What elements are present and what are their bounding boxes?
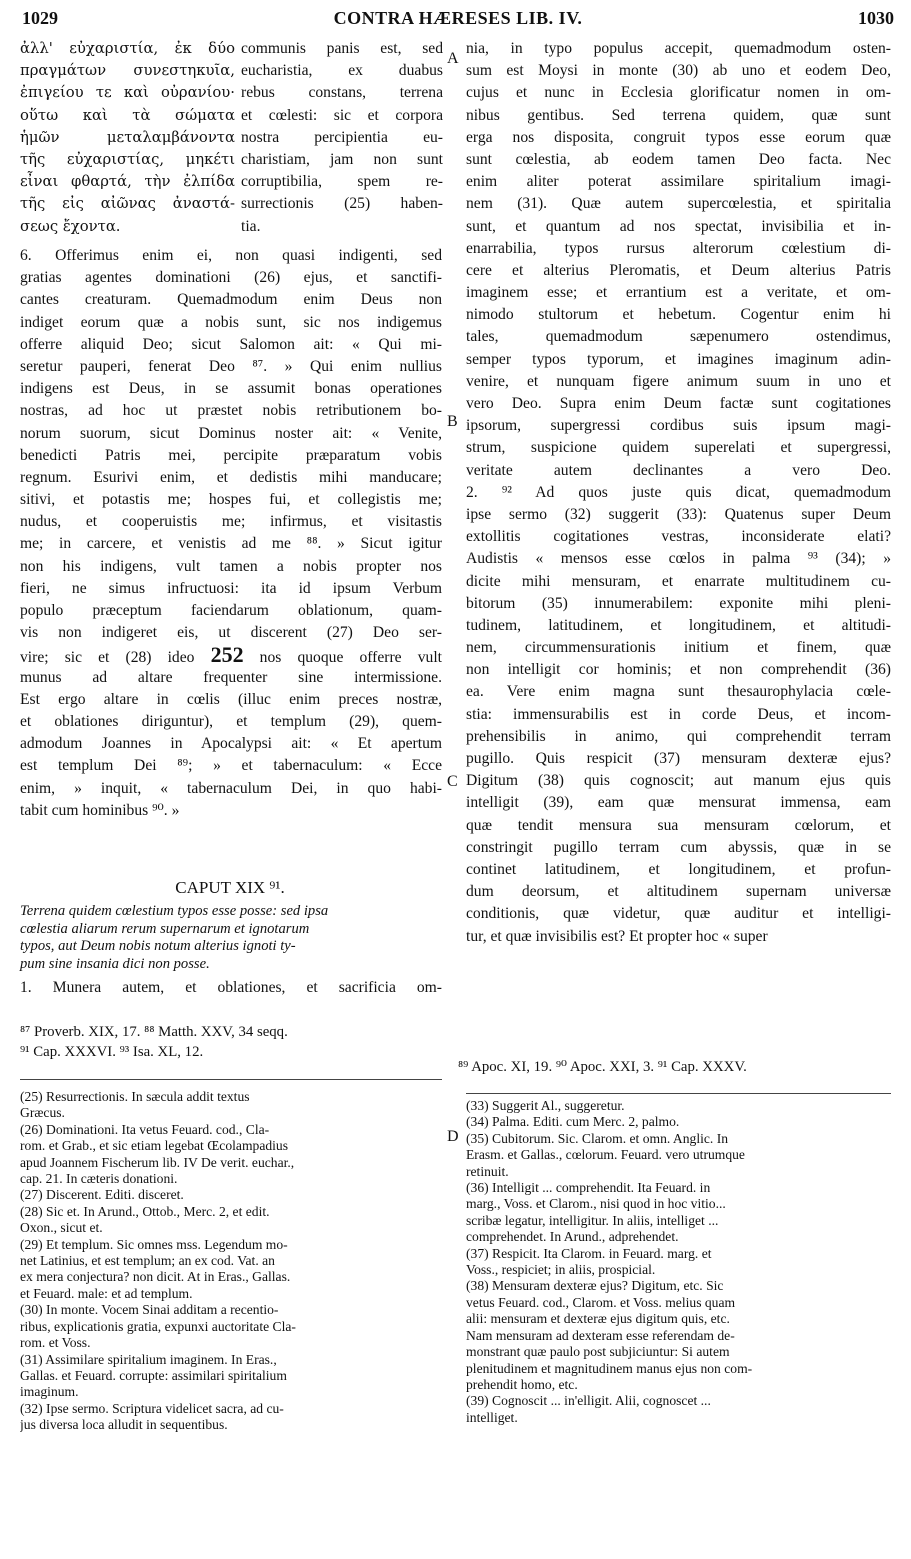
note-line: Erasm. et Gallas., cœlorum. Feuard. vero utrumque: [466, 1147, 745, 1163]
text-line: nem, circummensurationis initium et finem, quæ: [466, 639, 891, 657]
margin-letter-c: C: [447, 773, 458, 790]
latin-line: surrectionis (25) haben-: [241, 195, 443, 213]
note-line: rom. et Voss.: [20, 1335, 91, 1351]
footnote-ref-line: ⁸⁷ Proverb. XIX, 17. ⁸⁸ Matth. XXV, 34 seqq.: [20, 1024, 288, 1040]
text-line: tudinem, latitudinem, et longitudinem, et altitudi-: [466, 616, 891, 634]
latin-parallel-column: [241, 38, 443, 238]
left-main-text: [20, 245, 442, 822]
greek-line: ἡμῶν μεταλαμβάνοντα: [20, 128, 235, 146]
footnote-divider-right: [466, 1093, 891, 1094]
left-page-number: 1029: [22, 8, 58, 28]
note-line: jus diversa loca alludit in sequentibus.: [20, 1417, 228, 1433]
summary-line: cœlestia aliarum rerum supernarum et ignotarum: [20, 920, 310, 937]
note-line: (31) Assimilare spiritalium imaginem. In Eras.,: [20, 1351, 277, 1367]
text-line: dicite mihi mensuram, et enarrate multitudinem cu-: [466, 572, 891, 590]
text-line: ipsorum, supergressi cordibus suis ipsum magi-: [466, 417, 891, 435]
text-line: intelligit (39), eam quæ mensurat immensa, eam: [466, 794, 891, 812]
latin-line: corruptibilia, spem re-: [241, 173, 443, 191]
summary-line: typos, aut Deum nobis notum alterius ignoti ty-: [20, 938, 296, 954]
text-line: quæ tendit mensura sua mensuram cœlorum, et: [466, 816, 891, 834]
column-number: 252: [210, 644, 244, 667]
text-line: enim, » inquit, « tabernaculum Dei, in quo habi-: [20, 779, 442, 797]
greek-line: οὕτω καὶ τὰ σώματα: [20, 106, 235, 124]
footnote-refs-right: [458, 1057, 891, 1077]
right-main-text: [466, 38, 891, 948]
text-line: vero Deo. Supra enim Deum factæ sunt cogitationes: [466, 395, 891, 412]
latin-line: rebus constans, terrena: [241, 84, 443, 102]
note-line: (28) Sic et. In Arund., Ottob., Merc. 2, et edit.: [20, 1203, 270, 1219]
text-line: strum, suspicione quidem superelati et supergressi,: [466, 439, 891, 457]
text-line: continet latitudinem, et longitudinem, et profun-: [466, 860, 891, 878]
text-line: 2. ⁹² Ad quos juste quis dicat, quemadmodum: [466, 483, 891, 501]
note-line: (26) Dominationi. Ita vetus Feuard. cod., Cla-: [20, 1121, 270, 1137]
note-line: (30) In monte. Vocem Sinai additam a recentio-: [20, 1302, 279, 1318]
footnote-refs-left: [20, 1022, 442, 1062]
note-line: (37) Respicit. Ita Clarom. in Feuard. marg. et: [466, 1245, 712, 1261]
note-line: (27) Discerent. Editi. disceret.: [20, 1187, 184, 1203]
note-line: (36) Intelligit ... comprehendit. Ita Feuard. in: [466, 1180, 711, 1196]
greek-line: σεως ἔχοντα.: [20, 217, 121, 235]
text-line: regnum. Esurivi enim, et dedistis mihi manducare;: [20, 468, 442, 486]
text-line: Est ergo altare in cœlis (illuc enim preces nostræ,: [20, 690, 442, 708]
running-title: CONTRA HÆRESES LIB. IV.: [333, 8, 583, 28]
text-line: et oblationes diriguntur), et templum (29), quem-: [20, 712, 442, 730]
footnote-ref-line: ⁹¹ Cap. XXXVI. ⁹³ Isa. XL, 12.: [20, 1044, 204, 1060]
greek-text-column: [20, 38, 235, 238]
note-line: prehendit homo, etc.: [466, 1376, 578, 1392]
note-line: ex mera conjectura? non dicit. At in Eras., Gallas.: [20, 1269, 291, 1285]
margin-letter-a: A: [447, 50, 459, 67]
text-line: gratias agentes dominationi (26) ejus, et sanctifi-: [20, 269, 442, 287]
note-line: marg., Voss. et Clarom., nisi quod in hoc vitio...: [466, 1196, 726, 1212]
text-line: enim aliter poterat assimilare spiritalium imagi-: [466, 173, 891, 191]
text-line: seretur pauperi, fenerat Deo ⁸⁷. » Qui enim nullius: [20, 357, 442, 375]
latin-line: eucharistia, ex duabus: [241, 62, 443, 80]
right-page-number: 1030: [858, 8, 894, 28]
note-line: net Latinius, et est templum; an ex cod. Vat. an: [20, 1253, 275, 1269]
text-line: non his indigens, vult tamen a nobis propter nos: [20, 557, 442, 575]
text-line: nibus gentibus. Sed terrena quidem, quæ sunt: [466, 106, 891, 124]
chapter-heading: CAPUT XIX ⁹¹.: [175, 878, 285, 897]
text-line: sunt cœlestia, ab eodem tamen Deo facta. Nec: [466, 150, 891, 168]
text-line: erga nos disposita, congruit typos esse eorum quæ: [466, 128, 891, 146]
text-line: Digitum (38) quis cognoscit; aut manum ejus quis: [466, 772, 891, 790]
note-line: scribæ legatur, intelligitur. In aliis, intelliget ...: [466, 1212, 719, 1228]
running-header: [22, 8, 894, 32]
note-line: retinuit.: [466, 1163, 509, 1179]
note-line: (39) Cognoscit ... in'elligit. Alii, cognoscet ...: [466, 1393, 711, 1409]
text-line: stia: immensurabilis est in corde Deus, et incom-: [466, 705, 891, 723]
notes-left-column: [20, 1089, 442, 1434]
note-line: Voss., respiciet; in aliis, prospicial.: [466, 1262, 656, 1278]
text-line: nimodo stultorum et hebetum. Cogentur enim hi: [466, 306, 891, 324]
note-line: rom. et Grab., et sic etiam legebat Œcolampadius: [20, 1138, 289, 1154]
text-line: cere et alterius Pleromatis, et Deum alterius Patris: [466, 261, 891, 279]
text-line: admodum Joannes in Apocalypsi ait: « Et apertum: [20, 735, 442, 753]
greek-line: τῆς εἰς αἰῶνας ἀναστά-: [20, 195, 235, 213]
note-line: Nam mensuram ad dexteram esse referendam de-: [466, 1327, 735, 1343]
text-line: benedicti Patris mei, percipite præparatum vobis: [20, 446, 442, 464]
note-line: comprehendet. In Arund., adprehendet.: [466, 1229, 679, 1245]
text-line: nia, in typo populus accepit, quemadmodum osten-: [466, 40, 891, 57]
note-line: (35) Cubitorum. Sic. Clarom. et omn. Anglic. In: [466, 1130, 729, 1146]
text-line: est templum Dei ⁸⁹; » et tabernaculum: « Ecce: [20, 757, 442, 775]
note-line: cap. 21. In cæteris donationi.: [20, 1171, 178, 1187]
text-line: dum deorsum, et altitudinem supernam universæ: [466, 883, 891, 901]
text-line: bitorum (35) innumerabilem: exponite mihi pleni-: [466, 594, 891, 612]
text-line: cujus et nunc in Ecclesia glorificatur nomen in om-: [466, 84, 891, 102]
text-line: tabit cum hominibus ⁹⁰. »: [20, 801, 180, 819]
text-line: pugillo. Quis respicit (37) mensuram dexteræ ejus?: [466, 750, 891, 767]
text-line: 6. Offerimus enim ei, non quasi indigenti, sed: [20, 247, 442, 264]
note-line: alii: mensuram et dexteræ ejus digitum quis, etc.: [466, 1311, 730, 1327]
note-line: intelliget.: [466, 1409, 518, 1425]
note-line: (34) Palma. Editi. cum Merc. 2, palmo.: [466, 1114, 680, 1130]
chapter-first-line: [20, 977, 442, 999]
greek-line: ἐπιγείου τε καὶ οὐρανίου·: [20, 84, 235, 102]
latin-line: charistiam, jam non sunt: [241, 150, 443, 168]
text-line: fieri, ne simus infructuosi: ita id ipsum Verbum: [20, 579, 442, 597]
chapter-summary: [20, 903, 440, 973]
text-line: cantes creaturam. Quemadmodum enim Deus non: [20, 291, 442, 309]
text-line: venire, et nunquam figere animum suum in uno et: [466, 372, 891, 390]
text-line: munus ad altare frequenter sine intermissione.: [20, 668, 442, 686]
text-line: extollitis cogitationes vestras, inconsiderate elati?: [466, 528, 891, 546]
text-line: offerre aliquid Deo; sicut Salomon ait: « Qui mi-: [20, 335, 442, 353]
note-line: apud Joannem Fischerum lib. IV De verit. euchar.,: [20, 1154, 295, 1170]
text-line: indiget eorum quæ a nobis sunt, sic nos indigemus: [20, 313, 442, 331]
note-line: (29) Et templum. Sic omnes mss. Legendum mo-: [20, 1236, 288, 1252]
footnote-ref-line: ⁸⁹ Apoc. XI, 19. ⁹⁰ Apoc. XXI, 3. ⁹¹ Cap. XXXV.: [458, 1059, 747, 1075]
note-line: Gallas. et Feuard. corrupte: assimilari spiritalium: [20, 1367, 287, 1383]
text-line: nem (31). Quæ autem supercœlestia, et spiritalia: [466, 195, 891, 213]
text-line: sunt, et quantum ad nos spectat, invisibilia et in-: [466, 217, 891, 235]
greek-line: πραγμάτων συνεστηκυῖα,: [20, 62, 235, 80]
text-line: veritate autem declinantes a vero Deo.: [466, 461, 891, 479]
footnote-divider-left: [20, 1079, 442, 1080]
text-line: tales, quemadmodum sæpenumero ostendimus,: [466, 328, 891, 346]
text-line: prehensibilis in animo, qui comprehendit terram: [466, 727, 891, 745]
text-line: populo præceptum faciendarum oblationum, quam-: [20, 602, 442, 619]
text-line: semper typos typorum, et imagines imaginum adin-: [466, 350, 891, 368]
notes-right-column: [466, 1098, 891, 1426]
text-line: Audistis « mensos esse cœlos in palma ⁹³ (34); »: [466, 550, 891, 568]
summary-line: Terrena quidem cœlestium typos esse posse: sed ipsa: [20, 903, 329, 919]
text-line: ea. Vere enim magna sunt thesaurophylacia cœle-: [466, 683, 891, 701]
chapter-first-line-text: 1. Munera autem, et oblationes, et sacrificia om-: [20, 979, 442, 996]
note-line: imaginum.: [20, 1384, 79, 1400]
note-line: plenitudinem et magnitudinem manus ejus non com-: [466, 1360, 753, 1376]
note-line: et Feuard. male: et ad templum.: [20, 1285, 193, 1301]
margin-letter-b: B: [447, 413, 458, 430]
note-line: ribus, explicationis gratia, expunxi auctoritate Cla-: [20, 1318, 296, 1334]
text-line: enarrabilia, typos rursus alterorum cœlestium di-: [466, 239, 891, 257]
text-line: sum est Moysi in monte (30) ab uno et eodem Deo,: [466, 62, 891, 80]
text-line: tur, et quæ invisibilis est? Et propter hoc « super: [466, 927, 768, 945]
note-line: (33) Suggerit Al., suggeretur.: [466, 1098, 625, 1113]
text-line: ipse sermo (32) suggerit (33): Quatenus super Deum: [466, 505, 891, 523]
note-line: vetus Feuard. cod., Clarom. et Voss. melius quam: [466, 1294, 736, 1310]
note-line: Oxon., sicut et.: [20, 1220, 103, 1236]
note-line: (32) Ipse sermo. Scriptura videlicet sacra, ad cu-: [20, 1400, 284, 1416]
text-line: me; in carcere, et venistis ad me ⁸⁸. » Sicut igitur: [20, 535, 442, 553]
text-line: vis non indigeret eis, ut discerent (27) Deo ser-: [20, 624, 442, 642]
greek-line: ἀλλ' εὐχαριστία, ἐκ δύο: [20, 40, 235, 57]
latin-line: et cœlesti: sic et corpora: [241, 106, 443, 124]
note-line: monstrant quæ paulo post subjiciuntur: Si autem: [466, 1344, 730, 1360]
text-line: nostras, ad hoc ut præstet nobis retributionem bo-: [20, 402, 442, 420]
text-line: vire; sic et (28) ideo 252 nos quoque offerre vult: [20, 644, 442, 667]
text-line: indigens est Deus, in se assumit bonas operationes: [20, 380, 442, 398]
text-line: non intelligit cor hominis; et non comprehendit (36): [466, 661, 891, 679]
text-line: nudus, et cooperuistis me; infirmus, et visitastis: [20, 513, 442, 531]
note-line: (38) Mensuram dexteræ ejus? Digitum, etc. Sic: [466, 1278, 724, 1294]
text-line: conditionis, quæ videtur, quæ auditur et intelligi-: [466, 905, 891, 923]
margin-letter-d: D: [447, 1128, 459, 1145]
greek-line: εἶναι φθαρτά, τὴν ἐλπίδα: [20, 173, 235, 191]
text-line: imaginem esse; et errantium est a veritate, et om-: [466, 284, 891, 302]
latin-line: nostra percipientia eu-: [241, 128, 443, 146]
latin-line: tia.: [241, 217, 261, 235]
latin-line: communis panis est, sed: [241, 40, 443, 57]
greek-line: τῆς εὐχαριστίας, μηκέτι: [20, 150, 235, 168]
text-line: constringit pugillo terram cum abyssis, quæ in se: [466, 838, 891, 856]
text-line: sitivi, et potastis me; hospes fui, et collegistis me;: [20, 491, 442, 509]
text-line: norum suorum, sicut Dominus noster ait: « Venite,: [20, 424, 442, 442]
note-line: Græcus.: [20, 1105, 65, 1121]
note-line: (25) Resurrectionis. In sæcula addit textus: [20, 1089, 250, 1104]
summary-line: pum sine insania dici non posse.: [20, 955, 210, 972]
